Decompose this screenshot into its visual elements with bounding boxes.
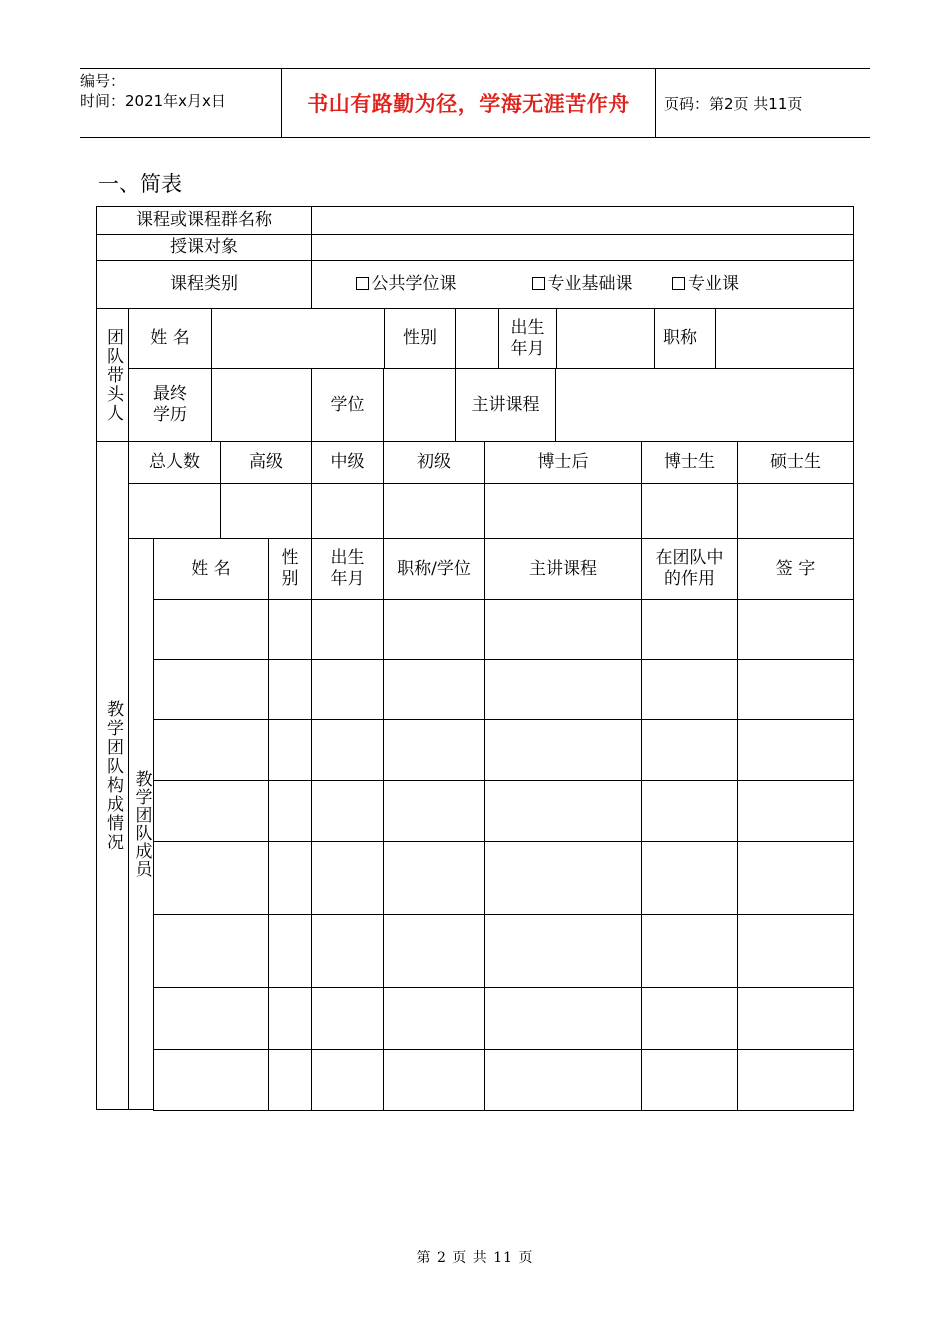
member-gender-field[interactable] [268,914,312,988]
member-signature-field[interactable] [737,599,854,660]
member-birth-field[interactable] [311,1049,384,1111]
member-role-field[interactable] [641,780,738,842]
leader-name-label: 姓 名 [128,308,212,369]
member-role-field[interactable] [641,914,738,988]
member-name-field[interactable] [153,719,269,781]
member-birth-field[interactable] [311,841,384,915]
leader-degree-label: 学位 [311,368,384,442]
member-birth-field[interactable] [311,780,384,842]
member-title-degree-field[interactable] [383,719,485,781]
course-name-label: 课程或课程群名称 [96,206,312,235]
category-option-major[interactable]: 专业课 [672,274,739,295]
stats-header-master: 硕士生 [737,441,854,484]
header-page-info: 页码：第2页 共11页 [664,94,803,113]
checkbox-icon[interactable] [532,277,545,290]
member-role-field[interactable] [641,599,738,660]
member-signature-field[interactable] [737,841,854,915]
leader-degree-field[interactable] [383,368,456,442]
document-header [80,68,870,138]
stats-header-total: 总人数 [128,441,221,484]
member-gender-field[interactable] [268,659,312,720]
member-gender-field[interactable] [268,719,312,781]
member-header-name: 姓 名 [153,538,269,600]
leader-gender-field[interactable] [455,308,499,369]
member-signature-field[interactable] [737,1049,854,1111]
member-title-degree-field[interactable] [383,841,485,915]
member-name-field[interactable] [153,1049,269,1111]
member-role-field[interactable] [641,659,738,720]
member-signature-field[interactable] [737,780,854,842]
member-main-course-field[interactable] [484,659,642,720]
stats-phd-field[interactable] [641,483,738,539]
audience-field[interactable] [311,234,854,261]
stats-header-senior: 高级 [220,441,312,484]
member-role-field[interactable] [641,1049,738,1111]
member-name-field[interactable] [153,914,269,988]
stats-header-postdoc: 博士后 [484,441,642,484]
page-footer: 第 2 页 共 11 页 [416,1250,534,1266]
member-header-role: 在团队中的作用 [641,538,738,600]
header-meta [80,69,282,137]
member-name-field[interactable] [153,599,269,660]
member-header-main-course: 主讲课程 [484,538,642,600]
stats-senior-field[interactable] [220,483,312,539]
member-signature-field[interactable] [737,914,854,988]
leader-main-course-field[interactable] [555,368,854,442]
member-birth-field[interactable] [311,987,384,1050]
member-header-gender: 性别 [268,538,312,600]
stats-intermediate-field[interactable] [311,483,384,539]
category-option-public[interactable]: 公共学位课 [320,274,492,295]
member-title-degree-field[interactable] [383,659,485,720]
category-label: 课程类别 [96,260,312,309]
member-title-degree-field[interactable] [383,599,485,660]
course-name-field[interactable] [311,206,854,235]
stats-total-field[interactable] [128,483,221,539]
member-signature-field[interactable] [737,719,854,781]
section-title: 一、简表 [98,172,182,196]
member-birth-field[interactable] [311,659,384,720]
audience-label: 授课对象 [96,234,312,261]
member-main-course-field[interactable] [484,780,642,842]
member-header-title-degree: 职称/学位 [383,538,485,600]
member-main-course-field[interactable] [484,1049,642,1111]
member-header-birth: 出生年月 [311,538,384,600]
leader-main-course-label: 主讲课程 [455,368,556,442]
time-label: 时间：2021年x月x日 [80,92,226,110]
leader-education-label: 最终学历 [128,368,212,442]
member-gender-field[interactable] [268,780,312,842]
leader-education-field[interactable] [211,368,312,442]
member-signature-field[interactable] [737,659,854,720]
member-name-field[interactable] [153,841,269,915]
member-birth-field[interactable] [311,599,384,660]
member-gender-field[interactable] [268,987,312,1050]
stats-header-intermediate: 中级 [311,441,384,484]
leader-title-field[interactable] [715,308,854,369]
category-option-basic[interactable]: 专业基础课 [492,274,672,295]
member-title-degree-field[interactable] [383,1049,485,1111]
leader-birth-field[interactable] [556,308,655,369]
checkbox-icon[interactable] [356,277,369,290]
stats-master-field[interactable] [737,483,854,539]
leader-section-label: 团队带头人 [96,308,129,442]
stats-header-junior: 初级 [383,441,485,484]
member-title-degree-field[interactable] [383,780,485,842]
member-title-degree-field[interactable] [383,914,485,988]
member-role-field[interactable] [641,841,738,915]
member-gender-field[interactable] [268,841,312,915]
leader-birth-label: 出生年月 [498,308,557,369]
members-section-label: 教学团队成员 [128,538,154,1110]
checkbox-icon[interactable] [672,277,685,290]
header-motto: 书山有路勤为径，学海无涯苦作舟 [282,69,656,137]
member-birth-field[interactable] [311,914,384,988]
member-main-course-field[interactable] [484,841,642,915]
leader-title-label: 职称 [654,308,716,369]
leader-name-field[interactable] [211,308,385,369]
member-signature-field[interactable] [737,987,854,1050]
member-name-field[interactable] [153,780,269,842]
team-section-label: 教学团队构成情况 [96,441,129,1110]
member-role-field[interactable] [641,987,738,1050]
member-gender-field[interactable] [268,599,312,660]
member-name-field[interactable] [153,987,269,1050]
member-role-field[interactable] [641,719,738,781]
member-main-course-field[interactable] [484,914,642,988]
member-title-degree-field[interactable] [383,987,485,1050]
member-main-course-field[interactable] [484,599,642,660]
number-label: 编号： [80,72,126,90]
member-birth-field[interactable] [311,719,384,781]
member-header-signature: 签 字 [737,538,854,600]
category-options [311,260,854,309]
leader-gender-label: 性别 [384,308,456,369]
member-main-course-field[interactable] [484,987,642,1050]
stats-header-phd: 博士生 [641,441,738,484]
stats-junior-field[interactable] [383,483,485,539]
member-gender-field[interactable] [268,1049,312,1111]
member-main-course-field[interactable] [484,719,642,781]
member-name-field[interactable] [153,659,269,720]
stats-postdoc-field[interactable] [484,483,642,539]
